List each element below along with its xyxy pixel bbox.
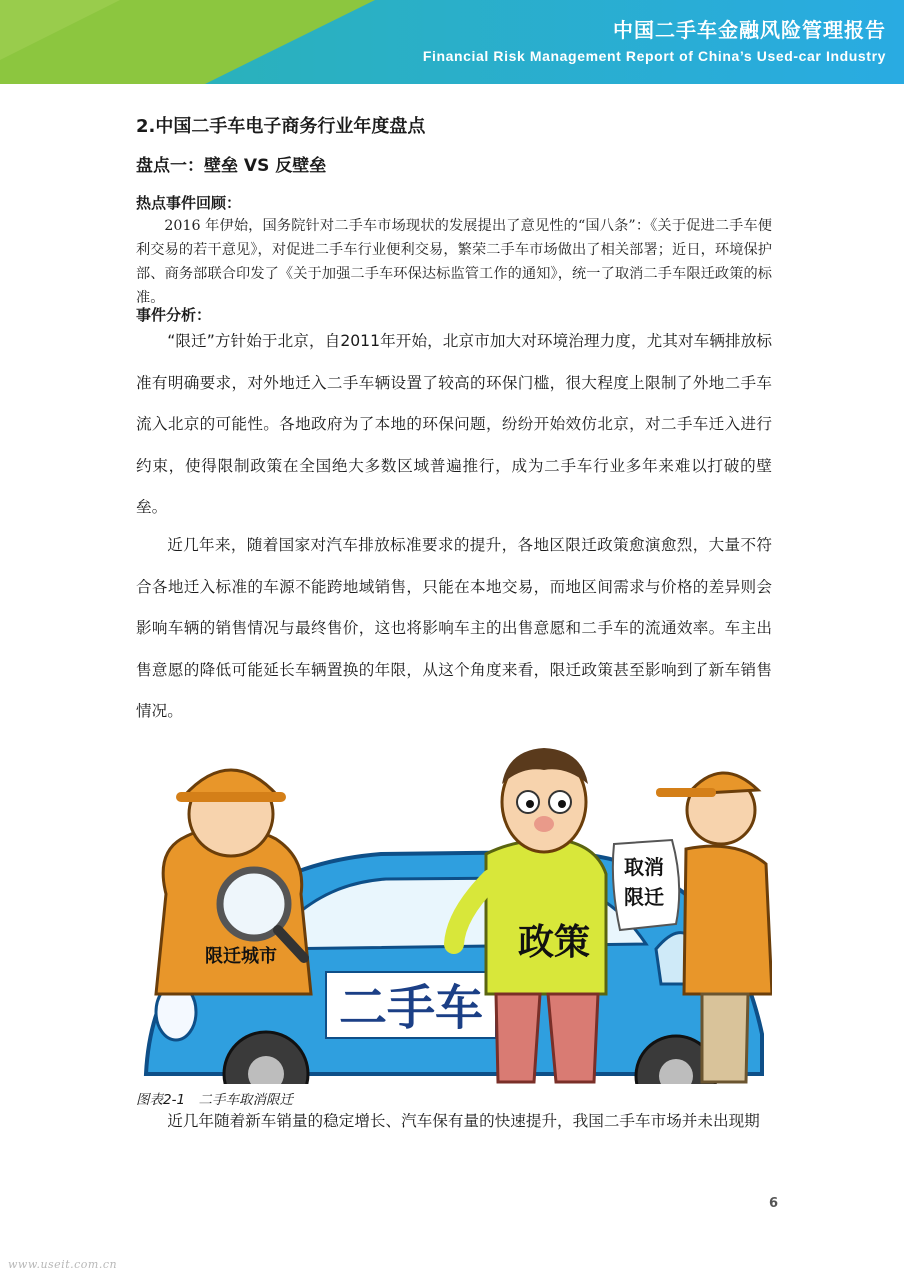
right-man-legs: [702, 994, 748, 1082]
page-number: 6: [768, 1196, 778, 1211]
middle-man-pupil-right: [558, 800, 566, 808]
middle-man-leg-left: [496, 994, 540, 1082]
policy-label: 政策: [517, 921, 591, 963]
cartoon-svg: [136, 744, 772, 1084]
middle-man-leg-right: [548, 994, 598, 1082]
figure-caption: 图表2-1 二手车取消限迁: [136, 1092, 294, 1108]
car-label: 二手车: [338, 980, 484, 1036]
subsection-heading: 盘点一：壁垒 VS 反壁垒: [136, 156, 327, 176]
watermark: www.useit.com.cn: [8, 1258, 118, 1271]
report-title: 中国二手车金融风险管理报告: [613, 18, 886, 42]
analysis-label: 事件分析：: [136, 306, 212, 324]
report-subtitle: Financial Risk Management Report of China’s Used-car Industry: [422, 48, 886, 64]
middle-man-pupil-left: [526, 800, 534, 808]
left-man-cap-brim: [176, 792, 286, 802]
cancel-sign-line1: 取消: [624, 855, 664, 879]
right-man-cap-brim: [656, 788, 716, 797]
cartoon-illustration: [136, 744, 772, 1084]
hot-events-label: 热点事件回顾：: [136, 194, 242, 212]
restricted-city-label: 限迁城市: [205, 946, 277, 967]
middle-man-body: [486, 839, 606, 994]
section-heading: 2.中国二手车电子商务行业年度盘点: [136, 116, 426, 137]
right-man-body: [684, 846, 772, 994]
analysis-paragraph-2: 近几年来，随着国家对汽车排放标准要求的提升，各地区限迁政策愈演愈烈，大量不符合各地迁入标准的车源不能跨地域销售，只能在本地交易，而地区间需求与价格的差异则会影响车辆的销售情况与最终售价，这也将影响车主的出售意愿和二手车的流通效率。车主出售意愿的降低可能延长车辆置换的年限，从这个角度来看，限迁政策甚至影响到了新车销售情况。: [136, 536, 772, 720]
hot-events-paragraph: 2016 年伊始，国务院针对二手车市场现状的发展提出了意见性的“国八条”：《关于促进二手车便利交易的若干意见》，对促进二手车行业便利交易，繁荣二手车市场做出了相关部署；近日，环境保护部、商务部联合印发了《关于加强二手车环保达标监管工作的通知》，统一了取消二手车限迁政策的标准。: [136, 218, 772, 306]
closing-paragraph: 近几年随着新车销量的稳定增长、汽车保有量的快速提升，我国二手车市场并未出现期: [167, 1112, 760, 1130]
middle-man-nose: [534, 816, 554, 832]
header-banner: [0, 0, 904, 84]
cancel-sign-line2: 限迁: [624, 885, 664, 909]
analysis-paragraph-1: “限迁”方针始于北京，自2011年开始，北京市加大对环境治理力度，尤其对车辆排放标准有明确要求，对外地迁入二手车辆设置了较高的环保门槛，很大程度上限制了外地二手车流入北京的可能性。各地政府为了本地的环保问题，纷纷开始效仿北京，对二手车迁入进行约束，使得限制政策在全国绝大多数区域普遍推行，成为二手车行业多年来难以打破的壁垒。: [136, 332, 772, 516]
